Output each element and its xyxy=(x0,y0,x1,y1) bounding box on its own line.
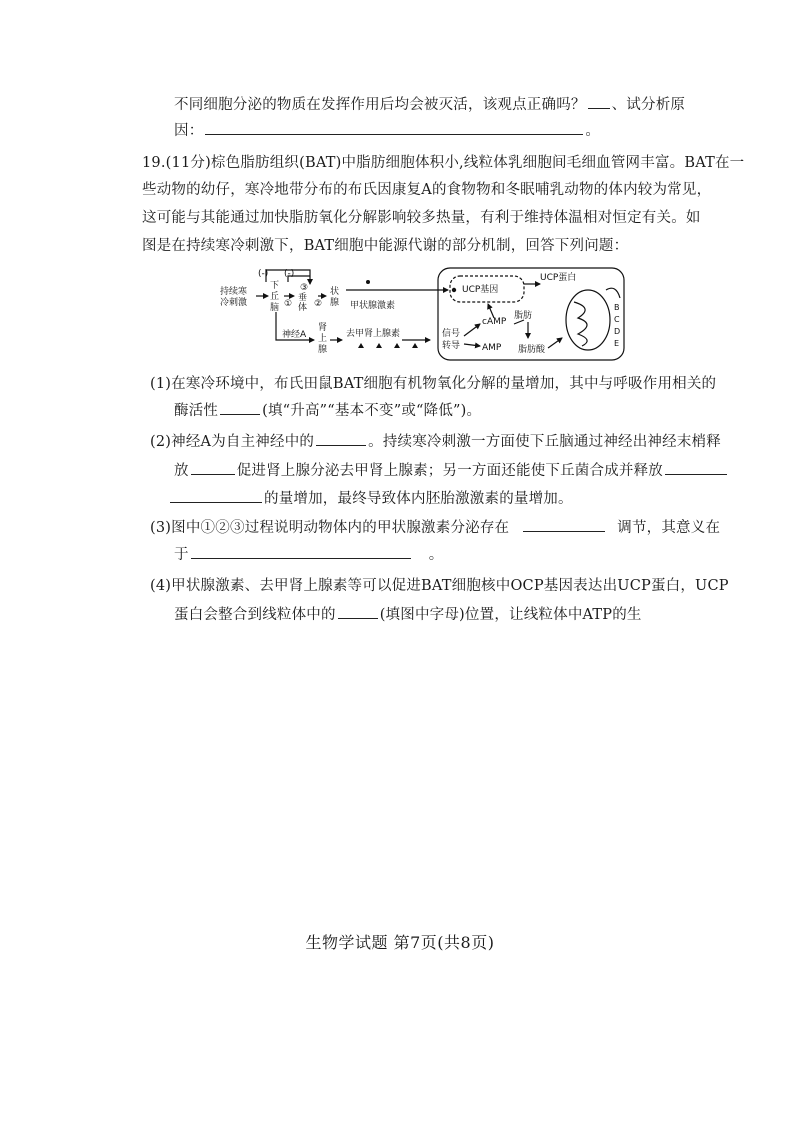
camp-label: cAMP xyxy=(482,317,507,327)
question-19-line-1: 19.(11分)棕色脂肪组织(BAT)中脂肪细胞体积小,线粒体乳细胞间毛细血管网丰富。BAT在一 xyxy=(142,155,745,171)
subquestion-1-line-2: 酶活性 (填“升高”“基本不变”或“降低”)。 xyxy=(174,400,481,421)
thyroid-label-2: 腺 xyxy=(330,298,340,308)
amp-label: AMP xyxy=(482,343,502,353)
mito-letter-e: E xyxy=(614,339,620,348)
continued-question-line-1: 不同细胞分泌的物质在发挥作用后均会被灭活，该观点正确吗？ 、试分析原 xyxy=(174,94,685,115)
subquestion-4-line-1: (4)甲状腺激素、去甲肾上腺素等可以促进BAT细胞核中OCP基因表达出UCP蛋白，UCP xyxy=(150,578,729,594)
continued-question-line-2: 因： 。 xyxy=(174,120,600,141)
subquestion-4-line-2: 蛋白会整合到线粒体中的 (填图中字母)位置，让线粒体中ATP的生 xyxy=(174,604,642,625)
fatty-acid-label: 脂肪酸 xyxy=(518,345,546,355)
mito-letter-c: C xyxy=(614,315,620,324)
stimulus-label-2: 冷刺激 xyxy=(220,298,248,308)
mitochondrion xyxy=(566,290,610,350)
subquestion-1-line-1: (1)在寒冷环境中，布氏田鼠BAT细胞有机物氧化分解的量增加，其中与呼吸作用相关的 xyxy=(150,376,717,392)
hypothalamus-label-3: 脑 xyxy=(270,303,280,313)
step-3-label: ③ xyxy=(300,283,309,293)
signal-label-2: 转导 xyxy=(442,341,461,351)
norepinephrine-label: 去甲肾上腺素 xyxy=(346,329,401,339)
signal-label-1: 信号 xyxy=(442,329,461,339)
negative-feedback-label-1: (-) xyxy=(258,269,269,279)
subquestion-2-line-1: (2)神经A为自主神经中的 。持续寒冷刺激一方面使下丘脑通过神经出神经末梢释 xyxy=(150,431,721,452)
answer-blank[interactable] xyxy=(205,120,583,135)
thyroxine-label: 甲状腺激素 xyxy=(350,301,396,311)
subquestion-3-line-2: 于 。 xyxy=(174,544,443,565)
answer-blank[interactable] xyxy=(338,604,378,619)
step-1-label: ① xyxy=(284,299,293,309)
bat-metabolism-diagram xyxy=(218,262,628,362)
subquestion-2-line-3: 的量增加，最终导致体内胚胎激激素的量增加。 xyxy=(168,488,573,509)
adrenal-label-1: 肾 xyxy=(318,323,328,333)
hypothalamus-label-1: 下 xyxy=(270,281,280,291)
adrenal-label-2: 上 xyxy=(318,334,328,344)
ucp-gene-label: UCP基因 xyxy=(462,285,499,295)
answer-blank[interactable] xyxy=(191,460,235,475)
question-19-line-3: 这可能与其能通过加快脂肪氧化分解影响较多热量，有利于维持体温相对恒定有关。如 xyxy=(142,210,701,226)
answer-blank[interactable] xyxy=(191,544,411,559)
answer-blank[interactable] xyxy=(316,431,366,446)
nerve-a-label: 神经A xyxy=(282,330,307,340)
answer-blank[interactable] xyxy=(220,400,260,415)
answer-blank[interactable] xyxy=(523,517,605,532)
hypothalamus-label-2: 丘 xyxy=(270,292,280,302)
answer-blank[interactable] xyxy=(665,460,727,475)
subquestion-2-line-2: 放 促进肾上腺分泌去甲肾上腺素；另一方面还能使下丘菌合成并释放 xyxy=(174,460,729,481)
mito-letter-b: B xyxy=(614,303,620,312)
ucp-protein-label: UCP蛋白 xyxy=(540,273,577,283)
question-19-line-4: 图是在持续寒冷刺激下，BAT细胞中能源代谢的部分机制，回答下列问题： xyxy=(142,238,629,254)
answer-blank[interactable] xyxy=(170,488,262,503)
subquestion-3-line-1: (3)图中①②③过程说明动物体内的甲状腺激素分泌存在 调节，其意义在 xyxy=(150,517,720,538)
stimulus-label-1: 持续寒 xyxy=(220,287,248,297)
pituitary-label-1: 垂 xyxy=(298,293,308,303)
page-footer: 生物学试题 第7页(共8页) xyxy=(305,933,495,952)
question-19-line-2: 些动物的幼仔，寒冷地带分布的布氏因康复A的食物物和冬眠哺乳动物的体内较为常见， xyxy=(142,182,712,198)
thyroid-label-1: 状 xyxy=(330,287,340,297)
fat-label: 脂肪 xyxy=(514,311,533,321)
step-2-label: ② xyxy=(314,299,323,309)
negative-feedback-label-2: (-) xyxy=(284,269,295,279)
pituitary-label-2: 体 xyxy=(298,303,308,313)
adrenal-label-3: 腺 xyxy=(318,345,328,355)
mito-letter-d: D xyxy=(614,327,621,336)
answer-blank[interactable] xyxy=(588,94,610,109)
